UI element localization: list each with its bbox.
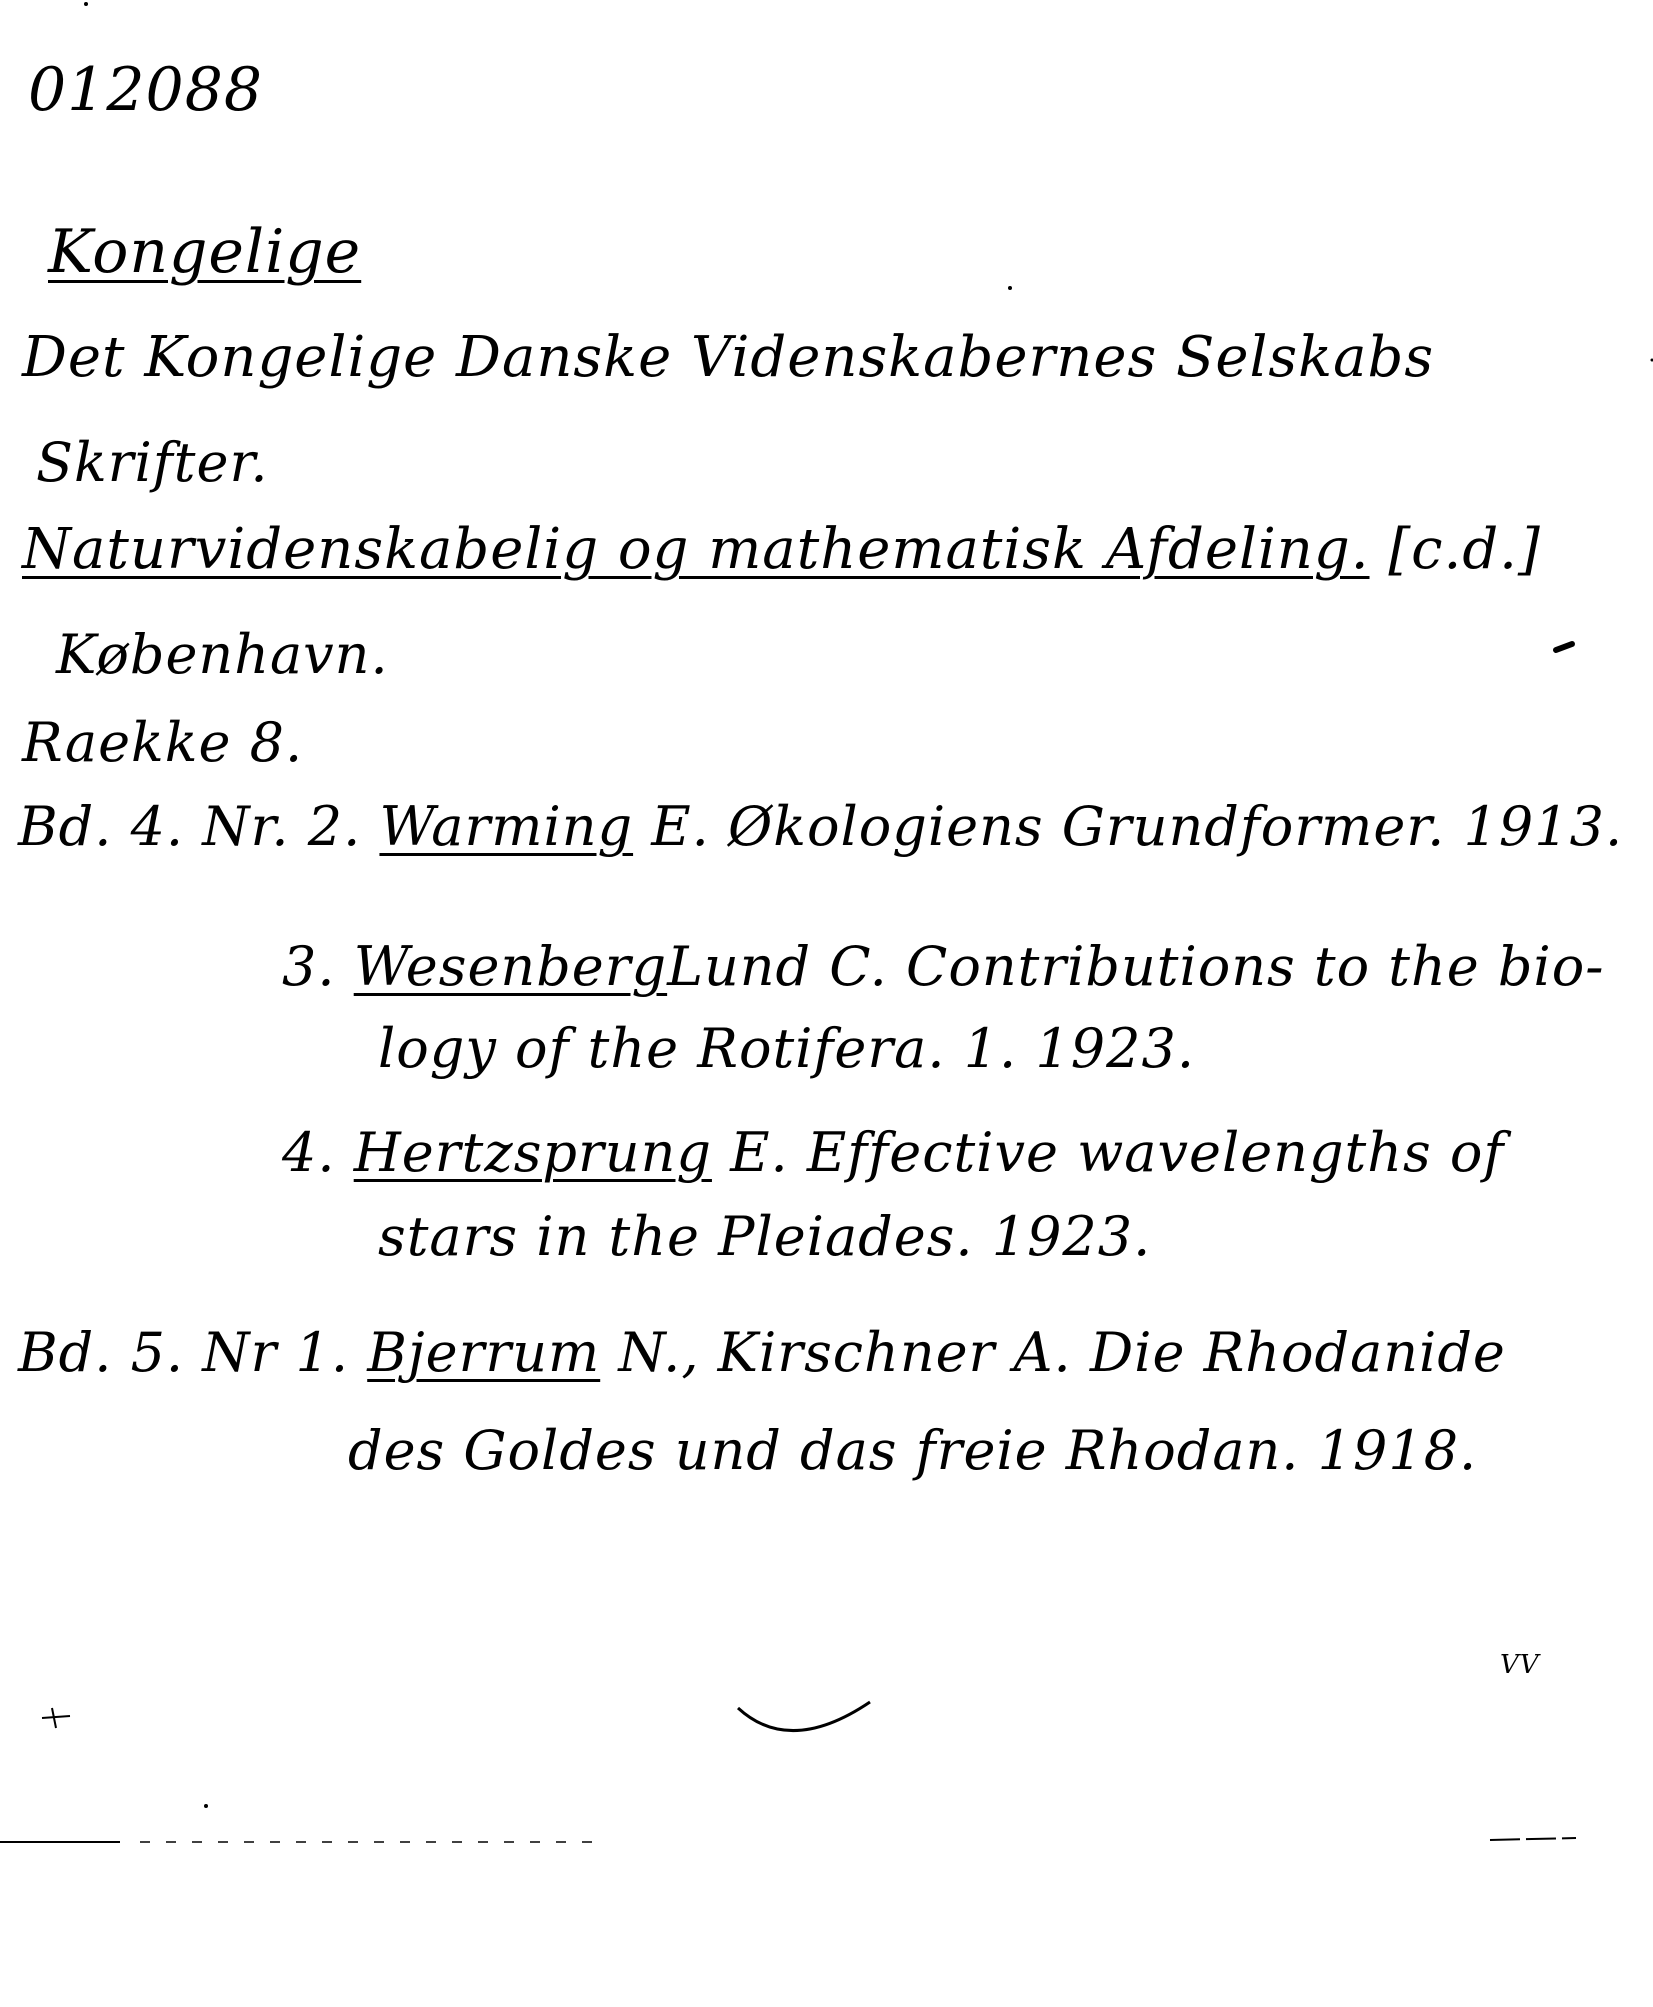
place-of-publication: København. [56,623,389,686]
entry-year: 1923. [1035,1017,1195,1080]
heading-word: Kongelige [48,217,362,287]
entry-number: 4. [282,1121,336,1184]
entry-author: Bjerrum [367,1321,601,1384]
bottom-rule-right [1490,1838,1576,1840]
series-title-line2: Skrifter. [36,431,269,494]
entry-author-rest: E. [730,1121,789,1184]
entry-title-line2: des Goldes und das freie Rhodan. [348,1419,1300,1482]
margin-dash-mark [1556,644,1572,650]
series-number: Raekke 8. [22,711,304,774]
entry-number: 3. [282,935,336,998]
speck [204,1804,208,1808]
entry-title-line1: Contributions to the bio- [906,935,1605,998]
series-title-line1: Det Kongelige Danske Videnskabernes Selskabs [22,325,1435,390]
entry-author: Hertzsprung [353,1121,712,1184]
entry-author-rest: N., Kirschner A. [618,1321,1072,1384]
entry-title-line2: logy of the Rotifera. 1. [378,1017,1018,1080]
corner-check-mark: VV [1500,1650,1540,1680]
entry-author-rest: E. [651,795,710,858]
entry-year: 1913. [1463,795,1624,858]
entry-year: 1923. [991,1205,1152,1268]
entry-number: Nr 1. [202,1321,350,1384]
cross-mark [42,1708,70,1728]
entry-title-line1: Effective wavelengths of [806,1121,1505,1184]
entry-title-line2: stars in the Pleiades. [378,1205,974,1268]
speck [84,2,88,6]
entry-volume: Bd. 4. [18,795,185,858]
entry-title: Økologiens Grundformer. [728,795,1446,858]
division-note: [c.d.] [1388,517,1541,582]
entry-volume: Bd. 5. [18,1321,185,1384]
speck [1008,286,1012,290]
entry-year: 1918. [1317,1419,1478,1482]
entry-number: Nr. 2. [202,795,362,858]
entry-author-rest: Lund C. [667,935,888,998]
division-title: Naturvidenskabelig og mathematisk Afdeling. [22,517,1370,582]
curve-mark [738,1702,870,1731]
entry-title-line1: Die Rhodanide [1089,1321,1506,1384]
accession-number: 012088 [28,55,264,125]
entry-author: Warming [379,795,634,858]
entry-author: Wesenberg [353,935,668,998]
